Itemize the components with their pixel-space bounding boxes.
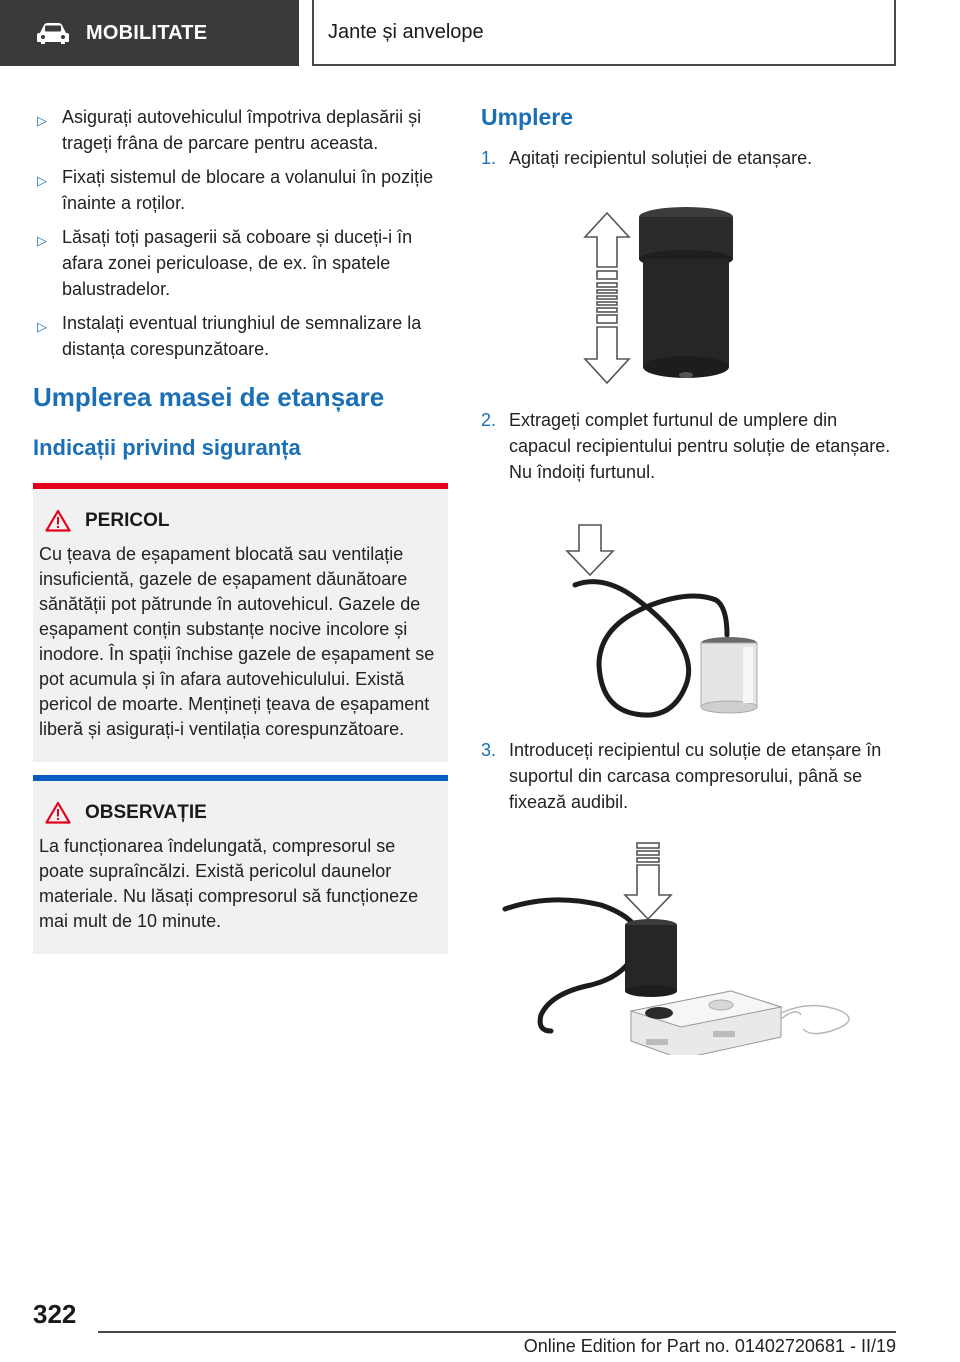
chapter-header	[312, 0, 896, 66]
notice-title: OBSERVAȚIE	[85, 801, 207, 823]
section-heading: Umplere	[481, 104, 574, 130]
notice-box	[33, 775, 448, 954]
bullet-triangle-icon: ▷	[37, 173, 47, 188]
danger-box	[33, 483, 448, 762]
step-text: Agitați recipientul soluției de etanșare.	[509, 148, 813, 168]
right-column	[481, 104, 901, 1055]
footer-edition: Online Edition for Part no. 01402720681 - II/19	[523, 1336, 896, 1356]
notice-text: La funcționarea îndelungată, compresorul se poate supraîncălzi. Există pericolul daunelor materiale. Nu lăsați compresorul să funcționeze mai mult de 10 minute.	[39, 836, 419, 931]
list-item	[33, 310, 448, 362]
illustration-extract-hose	[481, 485, 901, 737]
list-item-text: Instalați eventual triunghiul de semnalizare la distanța corespunzătoare.	[62, 313, 422, 359]
step-number: 1.	[481, 148, 497, 168]
step-number: 2.	[481, 410, 497, 430]
list-item-text: Lăsați toți pasagerii să coboare și duceți-i în afara zonei periculoase, de ex. în spatele balustradelor.	[62, 227, 413, 299]
step-number: 3.	[481, 740, 497, 760]
chapter-title: Jante și anvelope	[328, 20, 484, 43]
step-item	[481, 407, 901, 485]
bullet-triangle-icon: ▷	[37, 113, 47, 128]
car-icon	[36, 21, 70, 45]
footer-rule	[98, 1331, 896, 1333]
section-title: MOBILITATE	[86, 21, 208, 44]
step-text: Extrageți complet furtunul de umplere din capacul recipientului pentru soluție de etanșare. Nu îndoiți furtunul.	[509, 410, 891, 482]
list-item	[33, 104, 448, 156]
section-tab	[0, 0, 299, 66]
bullet-triangle-icon: ▷	[37, 319, 47, 334]
illustration-shake-bottle	[481, 171, 901, 407]
list-item-text: Fixați sistemul de blocare a volanului în poziție înainte a roților.	[62, 167, 434, 213]
list-item-text: Asigurați autovehiculul împotriva deplasării și trageți frâna de parcare pentru aceasta.	[62, 107, 422, 153]
page-number: 322	[33, 1299, 77, 1329]
list-item	[33, 224, 448, 302]
step-text: Introduceți recipientul cu soluție de etanșare în suportul din carcasa compresorului, până se fixează audibil.	[509, 740, 882, 812]
warning-triangle-icon	[45, 801, 71, 824]
bullet-triangle-icon: ▷	[37, 233, 47, 248]
section-heading: Umplerea masei de etanșare	[33, 382, 385, 412]
illustration-insert-compressor	[481, 815, 901, 1055]
left-column	[33, 104, 448, 954]
step-item	[481, 737, 901, 815]
list-item	[33, 164, 448, 216]
danger-title: PERICOL	[85, 509, 170, 531]
step-item	[481, 145, 901, 171]
danger-text: Cu țeava de eșapament blocată sau ventilație insuficientă, gazele de eșapament dăunătoare sănătății pot pătrunde în autovehicul. Gazele de eșapament conțin substanțe nocive incolore și inodore. În spații închise gazele de eșapament se pot acumula și în afara autovehiculului. Există pericol de moarte. Mențineți țeava de eșapament liberă și asigurați-i ventilația corespunzătoare.	[39, 544, 435, 739]
subsection-heading: Indicații privind siguranța	[33, 435, 301, 460]
warning-triangle-icon	[45, 509, 71, 532]
